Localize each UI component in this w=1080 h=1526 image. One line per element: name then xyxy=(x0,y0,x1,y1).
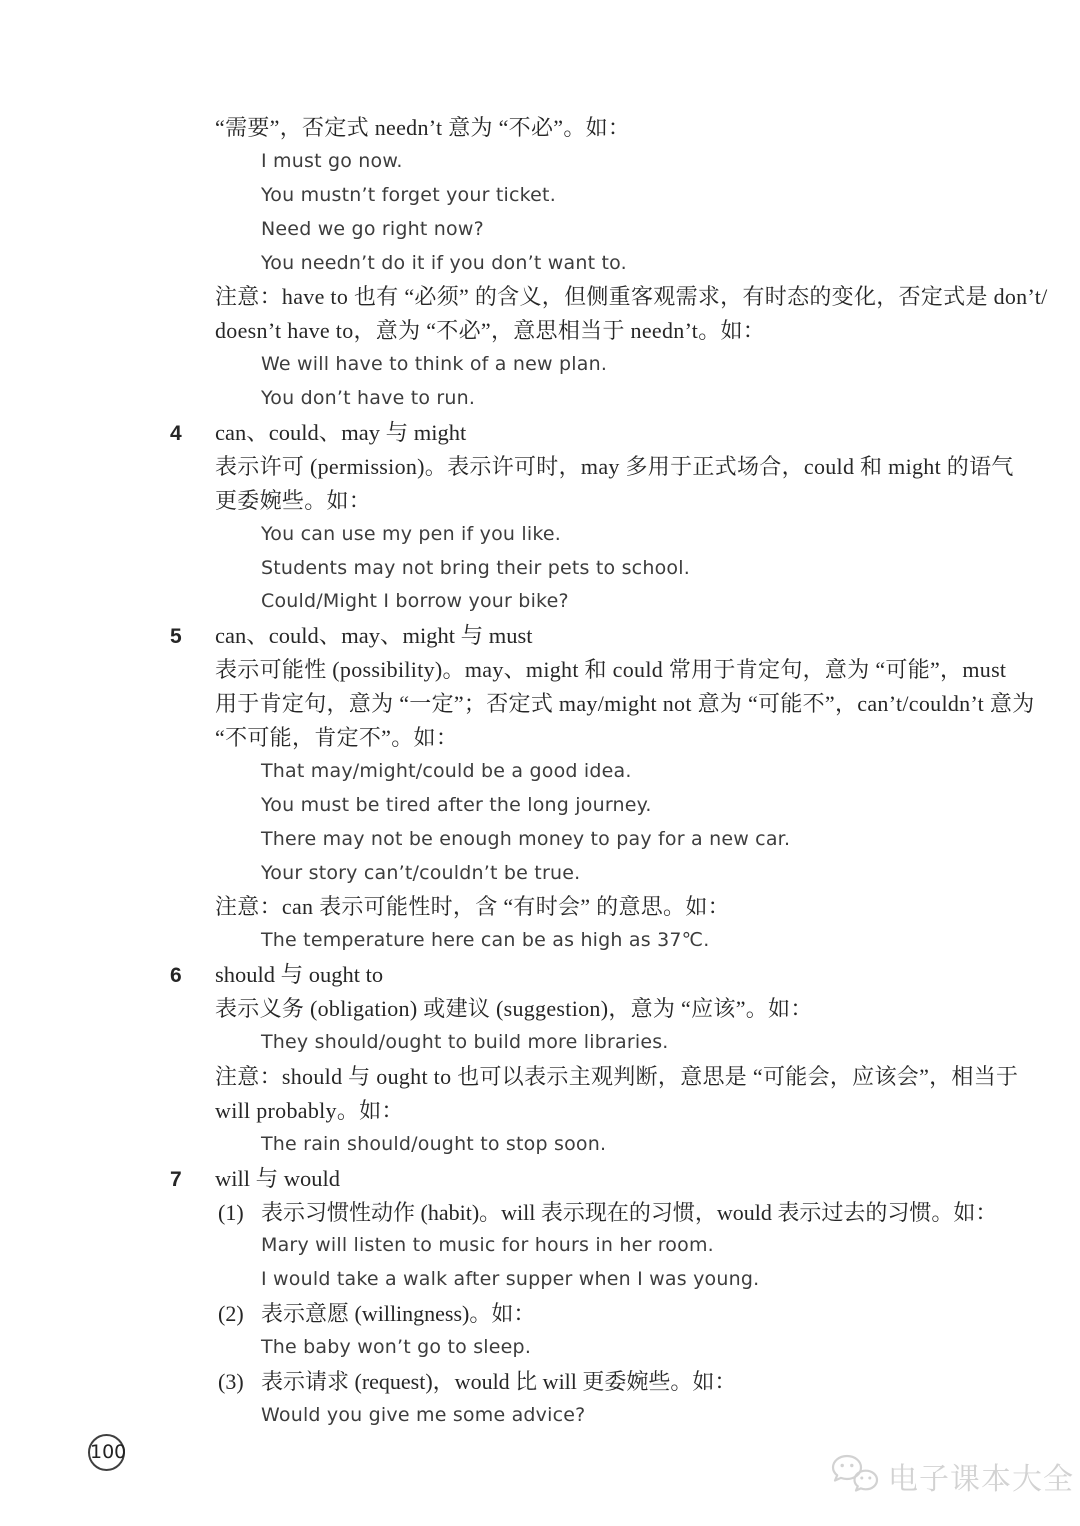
example-sentence: Would you give me some advice? xyxy=(261,1403,586,1426)
example-sentence: You can use my pen if you like. xyxy=(261,522,562,545)
sub-item-number: (1) xyxy=(218,1199,244,1225)
sub-item xyxy=(0,1365,1080,1399)
sub-item xyxy=(0,1297,1080,1331)
publisher-watermark xyxy=(830,1452,1074,1499)
note-line: 注意：should 与 ought to 也可以表示主观判断，意思是 “可能会，应该会”，相当于 xyxy=(215,1063,1019,1089)
example-sentence: Mary will listen to music for hours in her room. xyxy=(261,1234,714,1257)
example-sentence: We will have to think of a new plan. xyxy=(261,353,608,376)
section-title: should 与 ought to xyxy=(215,962,384,988)
example-sentence: You must be tired after the long journey. xyxy=(261,793,652,816)
section-heading xyxy=(0,958,1080,992)
section-heading xyxy=(0,619,1080,653)
section-number: 7 xyxy=(170,1167,182,1191)
section-title: will 与 would xyxy=(215,1165,341,1191)
example-sentence: I must go now. xyxy=(261,149,403,172)
example-sentence: Students may not bring their pets to school. xyxy=(261,556,690,579)
section-title: can、could、may、might 与 must xyxy=(215,623,533,649)
section-number: 4 xyxy=(170,422,182,446)
section-title: can、could、may 与 might xyxy=(215,420,467,446)
example-sentence: You needn’t do it if you don’t want to. xyxy=(261,251,627,274)
example-sentence: I would take a walk after supper when I was young. xyxy=(261,1268,760,1291)
paragraph-line: 表示许可 (permission)。表示许可时，may 多用于正式场合，could 和 might 的语气 xyxy=(215,453,1014,479)
sub-item-number: (3) xyxy=(218,1368,244,1394)
paragraph-line: “需要”，否定式 needn’t 意为 “不必”。如： xyxy=(215,115,631,140)
page-content xyxy=(0,111,1080,1433)
example-sentence: Your story can’t/couldn’t be true. xyxy=(261,861,581,884)
example-sentence: Could/Might I borrow your bike? xyxy=(261,590,569,613)
sub-item-text: 表示请求 (request)，would 比 will 更委婉些。如： xyxy=(261,1368,737,1394)
example-sentence: The temperature here can be as high as 37℃. xyxy=(261,929,710,952)
sub-item-text: 表示意愿 (willingness)。如： xyxy=(261,1301,536,1327)
example-sentence: You don’t have to run. xyxy=(261,387,476,410)
sub-item-number: (2) xyxy=(218,1301,244,1327)
wechat-icon xyxy=(830,1452,880,1499)
section-heading xyxy=(0,1162,1080,1196)
section-number: 5 xyxy=(170,625,182,649)
note-line: 注意：have to 也有 “必须” 的含义，但侧重客观需求，有时态的变化，否定式是 don’t/ xyxy=(215,284,1048,310)
example-sentence: That may/might/could be a good idea. xyxy=(261,759,632,782)
note-line: doesn’t have to，意为 “不必”，意思相当于 needn’t。如： xyxy=(215,318,766,344)
paragraph-line: 表示义务 (obligation) 或建议 (suggestion)，意为 “应该”。如： xyxy=(215,996,813,1022)
example-sentence: The rain should/ought to stop soon. xyxy=(261,1132,607,1155)
note-line: will probably。如： xyxy=(215,1097,404,1123)
example-sentence: Need we go right now? xyxy=(261,217,484,240)
paragraph-line: “不可能，肯定不”。如： xyxy=(215,725,459,751)
page-number-badge: 100 xyxy=(88,1434,125,1471)
paragraph-line: 表示可能性 (possibility)。may、might 和 could 常用于肯定句，意为 “可能”，must xyxy=(215,657,1007,683)
paragraph-line: 更委婉些。如： xyxy=(215,487,372,513)
note-line: 注意：can 表示可能性时，含 “有时会” 的意思。如： xyxy=(215,894,730,920)
sub-item xyxy=(0,1196,1080,1230)
section-number: 6 xyxy=(170,964,182,988)
example-sentence: They should/ought to build more libraries. xyxy=(261,1031,669,1054)
example-sentence: The baby won’t go to sleep. xyxy=(261,1336,532,1359)
sub-item-text: 表示习惯性动作 (habit)。will 表示现在的习惯，would 表示过去的习惯。如： xyxy=(261,1199,998,1225)
example-sentence: There may not be enough money to pay for a new car. xyxy=(261,827,791,850)
watermark-text: 电子课本大全 xyxy=(888,1462,1074,1496)
example-sentence: You mustn’t forget your ticket. xyxy=(261,183,556,206)
paragraph-line: 用于肯定句，意为 “一定”；否定式 may/might not 意为 “可能不”，can’t/couldn’t 意为 xyxy=(215,691,1035,717)
section-heading xyxy=(0,416,1080,450)
